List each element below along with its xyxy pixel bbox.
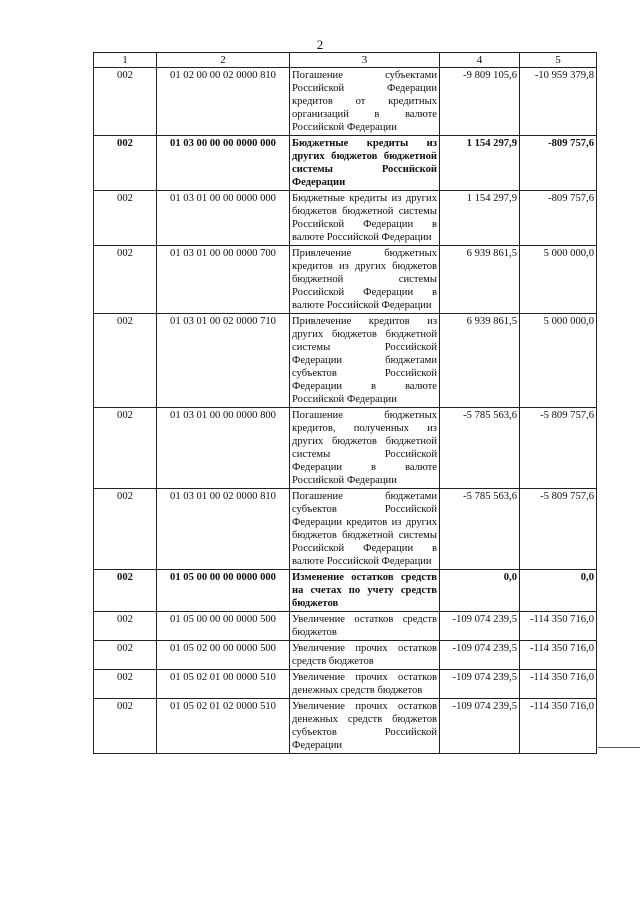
item-name-cell: Увеличение остатков средств бюджетов (290, 612, 440, 641)
column-header-1: 1 (94, 53, 157, 68)
column-header-4: 4 (440, 53, 520, 68)
classification-code-cell: 01 05 02 00 00 0000 500 (157, 641, 290, 670)
table-row (94, 191, 597, 246)
admin-code-cell: 002 (94, 670, 157, 699)
classification-code-cell: 01 05 00 00 00 0000 500 (157, 612, 290, 641)
table-body (94, 68, 597, 754)
value-column-5-cell: 5 000 000,0 (520, 246, 597, 314)
table-row (94, 68, 597, 136)
admin-code-cell: 002 (94, 612, 157, 641)
value-column-4-cell: 6 939 861,5 (440, 314, 520, 408)
value-column-4-cell: -5 785 563,6 (440, 408, 520, 489)
table-row (94, 641, 597, 670)
admin-code-cell: 002 (94, 314, 157, 408)
column-header-2: 2 (157, 53, 290, 68)
classification-code-cell: 01 03 01 00 00 0000 800 (157, 408, 290, 489)
value-column-4-cell: -109 074 239,5 (440, 670, 520, 699)
admin-code-cell: 002 (94, 191, 157, 246)
value-column-4-cell: 1 154 297,9 (440, 191, 520, 246)
item-name-cell: Увеличение прочих остатков денежных средств бюджетов (290, 670, 440, 699)
value-column-4-cell: 6 939 861,5 (440, 246, 520, 314)
classification-code-cell: 01 05 00 00 00 0000 000 (157, 570, 290, 612)
table-row (94, 699, 597, 754)
item-name-cell: Погашение субъектами Российской Федерации кредитов от кредитных организаций в валюте Российской Федерации (290, 68, 440, 136)
item-name-cell: Изменение остатков средств на счетах по учету средств бюджетов (290, 570, 440, 612)
value-column-5-cell: -5 809 757,6 (520, 489, 597, 570)
value-column-5-cell: -114 350 716,0 (520, 699, 597, 754)
classification-code-cell: 01 03 00 00 00 0000 000 (157, 136, 290, 191)
classification-code-cell: 01 05 02 01 02 0000 510 (157, 699, 290, 754)
admin-code-cell: 002 (94, 489, 157, 570)
item-name-cell: Увеличение прочих остатков денежных средств бюджетов субъектов Российской Федерации (290, 699, 440, 754)
table-row (94, 612, 597, 641)
admin-code-cell: 002 (94, 136, 157, 191)
value-column-4-cell: 0,0 (440, 570, 520, 612)
item-name-cell: Бюджетные кредиты из других бюджетов бюджетной системы Российской Федерации в валюте Российской Федерации (290, 191, 440, 246)
classification-code-cell: 01 03 01 00 00 0000 000 (157, 191, 290, 246)
value-column-4-cell: 1 154 297,9 (440, 136, 520, 191)
value-column-5-cell: -114 350 716,0 (520, 670, 597, 699)
value-column-4-cell: -5 785 563,6 (440, 489, 520, 570)
value-column-5-cell: 0,0 (520, 570, 597, 612)
admin-code-cell: 002 (94, 408, 157, 489)
table-row (94, 408, 597, 489)
value-column-4-cell: -9 809 105,6 (440, 68, 520, 136)
table-header (94, 53, 597, 68)
value-column-5-cell: -809 757,6 (520, 191, 597, 246)
table-row (94, 570, 597, 612)
item-name-cell: Привлечение кредитов из других бюджетов бюджетной системы Российской Федерации бюджетами субъектов Российской Федерации в валюте Российской Федерации (290, 314, 440, 408)
item-name-cell: Увеличение прочих остатков средств бюджетов (290, 641, 440, 670)
value-column-5-cell: -809 757,6 (520, 136, 597, 191)
classification-code-cell: 01 03 01 00 02 0000 710 (157, 314, 290, 408)
budget-sources-table (93, 52, 597, 754)
admin-code-cell: 002 (94, 641, 157, 670)
table-row (94, 136, 597, 191)
column-header-3: 3 (290, 53, 440, 68)
item-name-cell: Погашение бюджетных кредитов, полученных из других бюджетов бюджетной системы Российской Федерации в валюте Российской Федерации (290, 408, 440, 489)
classification-code-cell: 01 03 01 00 02 0000 810 (157, 489, 290, 570)
admin-code-cell: 002 (94, 699, 157, 754)
classification-code-cell: 01 05 02 01 00 0000 510 (157, 670, 290, 699)
scan-edge-mark (598, 747, 640, 748)
value-column-5-cell: -10 959 379,8 (520, 68, 597, 136)
item-name-cell: Привлечение бюджетных кредитов из других бюджетов бюджетной системы Российской Федерации в валюте Российской Федерации (290, 246, 440, 314)
value-column-4-cell: -109 074 239,5 (440, 641, 520, 670)
admin-code-cell: 002 (94, 246, 157, 314)
item-name-cell: Погашение бюджетами субъектов Российской Федерации кредитов из других бюджетов бюджетной системы Российской Федерации в валюте Российской Федерации (290, 489, 440, 570)
header-row (94, 53, 597, 68)
value-column-5-cell: -5 809 757,6 (520, 408, 597, 489)
page-number: 2 (316, 37, 324, 52)
table-row (94, 314, 597, 408)
value-column-4-cell: -109 074 239,5 (440, 612, 520, 641)
value-column-5-cell: 5 000 000,0 (520, 314, 597, 408)
item-name-cell: Бюджетные кредиты из других бюджетов бюджетной системы Российской Федерации (290, 136, 440, 191)
value-column-4-cell: -109 074 239,5 (440, 699, 520, 754)
classification-code-cell: 01 03 01 00 00 0000 700 (157, 246, 290, 314)
admin-code-cell: 002 (94, 68, 157, 136)
table-row (94, 670, 597, 699)
value-column-5-cell: -114 350 716,0 (520, 641, 597, 670)
admin-code-cell: 002 (94, 570, 157, 612)
table-row (94, 246, 597, 314)
value-column-5-cell: -114 350 716,0 (520, 612, 597, 641)
column-header-5: 5 (520, 53, 597, 68)
table-row (94, 489, 597, 570)
classification-code-cell: 01 02 00 00 02 0000 810 (157, 68, 290, 136)
